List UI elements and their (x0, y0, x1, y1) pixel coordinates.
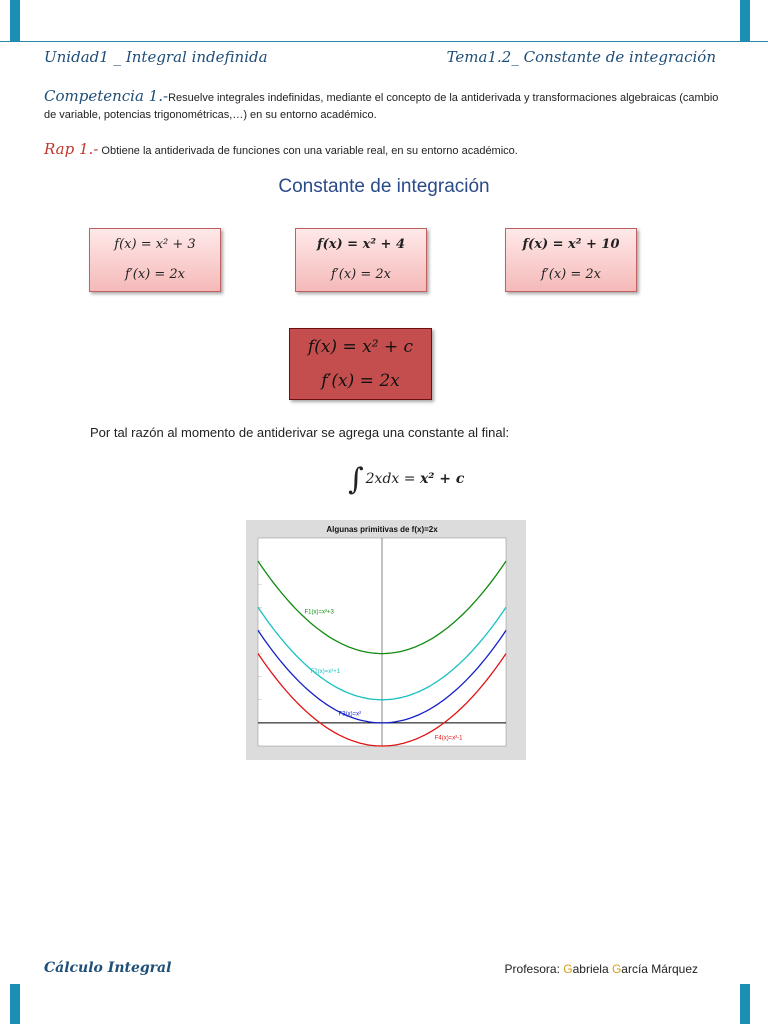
integral-sign: ∫ (348, 462, 364, 497)
competencia (44, 88, 724, 124)
series-label-3: F3(x)=x² (338, 711, 362, 718)
primitives-chart (246, 520, 526, 760)
derivative-expr: f′(x) = 2x (541, 267, 601, 282)
section-title: Constante de integración (278, 176, 490, 197)
footer-initial-1: G (563, 962, 573, 976)
function-box-2 (295, 228, 427, 292)
primitives-chart-svg (246, 520, 526, 760)
series-label-1: F1(x)=x²+3 (304, 609, 334, 616)
derivative-expr: f′(x) = 2x (331, 267, 391, 282)
function-box-1 (89, 228, 221, 292)
rap-label: Rap 1.- (44, 140, 99, 158)
series-label-4: F4(x)=x²-1 (434, 735, 463, 742)
footer-course: Cálculo Integral (44, 960, 172, 976)
series-label-2: F2(x)=x²+1 (310, 669, 341, 676)
top-right-bar (740, 0, 750, 42)
function-expr: f(x) = x² + 3 (114, 237, 196, 252)
function-box-3 (505, 228, 637, 292)
rap-text: Obtiene la antiderivada de funciones con una variable real, en su entorno académico. (98, 145, 518, 157)
header-unit: Unidad1 _ Integral indefinida (44, 48, 268, 66)
integral-formula (348, 462, 464, 497)
footer-name-1: abriela (572, 962, 612, 976)
derivative-expr: f′(x) = 2x (125, 267, 185, 282)
integral-result: x² + c (419, 471, 465, 487)
bottom-left-bar (10, 984, 20, 1024)
function-expr: f(x) = x² + 10 (522, 237, 620, 252)
general-function-expr: f(x) = x² + c (307, 337, 414, 357)
general-derivative-expr: f′(x) = 2x (321, 371, 400, 391)
header-divider (0, 41, 768, 42)
explanation-paragraph: Por tal razón al momento de antiderivar se agrega una constante al final: (90, 425, 510, 440)
footer-teacher (505, 962, 698, 976)
general-function-box (289, 328, 432, 400)
header-topic: Tema1.2_ Constante de integración (446, 48, 716, 66)
footer-name-2: arcía Márquez (621, 962, 698, 976)
integral-expression: 2xdx = (365, 471, 420, 487)
competencia-text: Resuelve integrales indefinidas, mediante el concepto de la antiderivada y transformaciones algebraicas (cambio de variable, potencias trigonométricas,…) en su entorno académico. (44, 92, 719, 121)
chart-title: Algunas primitivas de f(x)=2x (326, 525, 438, 534)
function-expr: f(x) = x² + 4 (316, 237, 406, 252)
rap (44, 140, 518, 158)
footer-teacher-label: Profesora: (504, 962, 564, 976)
bottom-right-bar (740, 984, 750, 1024)
top-left-bar (10, 0, 20, 42)
footer-initial-2: G (611, 962, 622, 976)
competencia-label: Competencia 1.- (44, 87, 169, 105)
